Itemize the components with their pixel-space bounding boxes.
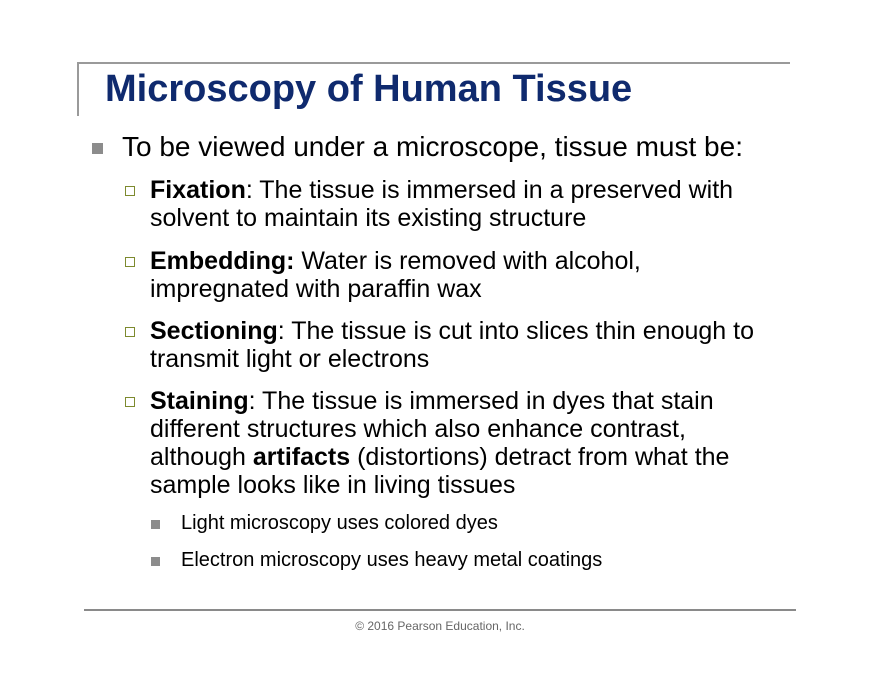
step-line [150,415,729,443]
text-segment: although [150,443,253,471]
step-line [150,317,754,345]
step-line [150,275,641,303]
sub-item: Light microscopy uses colored dyes [181,512,498,534]
title-left-rule [77,62,79,116]
text-segment: sample looks like in living tissues [150,471,516,499]
bold-term: artifacts [252,443,351,471]
intro-bullet: To be viewed under a microscope, tissue must be: [122,131,743,162]
text-segment: : The tissue is cut into slices thin enough to [277,317,754,345]
title-top-rule [78,62,790,64]
bold-term: Staining [150,387,249,415]
text-segment: transmit light or electrons [150,345,430,373]
text-segment: (distortions) detract from what the [350,443,730,471]
step-item [150,317,754,373]
text-segment: : The tissue is immersed in a preserved with [245,176,734,204]
square-bullet-icon [151,557,160,566]
step-item [150,247,641,303]
bold-term: Fixation [150,176,246,204]
step-line [150,345,754,373]
text-segment: solvent to maintain its existing structure [150,204,587,232]
step-line [150,204,733,232]
text-segment: impregnated with paraffin wax [150,275,482,303]
copyright-footer: © 2016 Pearson Education, Inc. [355,619,525,633]
text-segment: Water is removed with alcohol, [294,247,641,275]
hollow-square-bullet-icon [125,327,135,337]
step-line [150,471,729,499]
sub-item: Electron microscopy uses heavy metal coatings [181,549,603,571]
slide-title: Microscopy of Human Tissue [105,68,633,110]
footer-rule [84,609,796,611]
step-line [150,387,729,415]
step-item [150,387,729,499]
step-line [150,247,641,275]
hollow-square-bullet-icon [125,257,135,267]
hollow-square-bullet-icon [125,397,135,407]
text-segment: : The tissue is immersed in dyes that stain [248,387,714,415]
text-segment: different structures which also enhance contrast, [150,415,686,443]
bold-term: Sectioning [150,317,278,345]
square-bullet-icon [151,520,160,529]
step-line [150,443,729,471]
square-bullet-icon [92,143,103,154]
step-item [150,176,733,232]
hollow-square-bullet-icon [125,186,135,196]
bold-term: Embedding: [150,247,295,275]
step-line [150,176,733,204]
